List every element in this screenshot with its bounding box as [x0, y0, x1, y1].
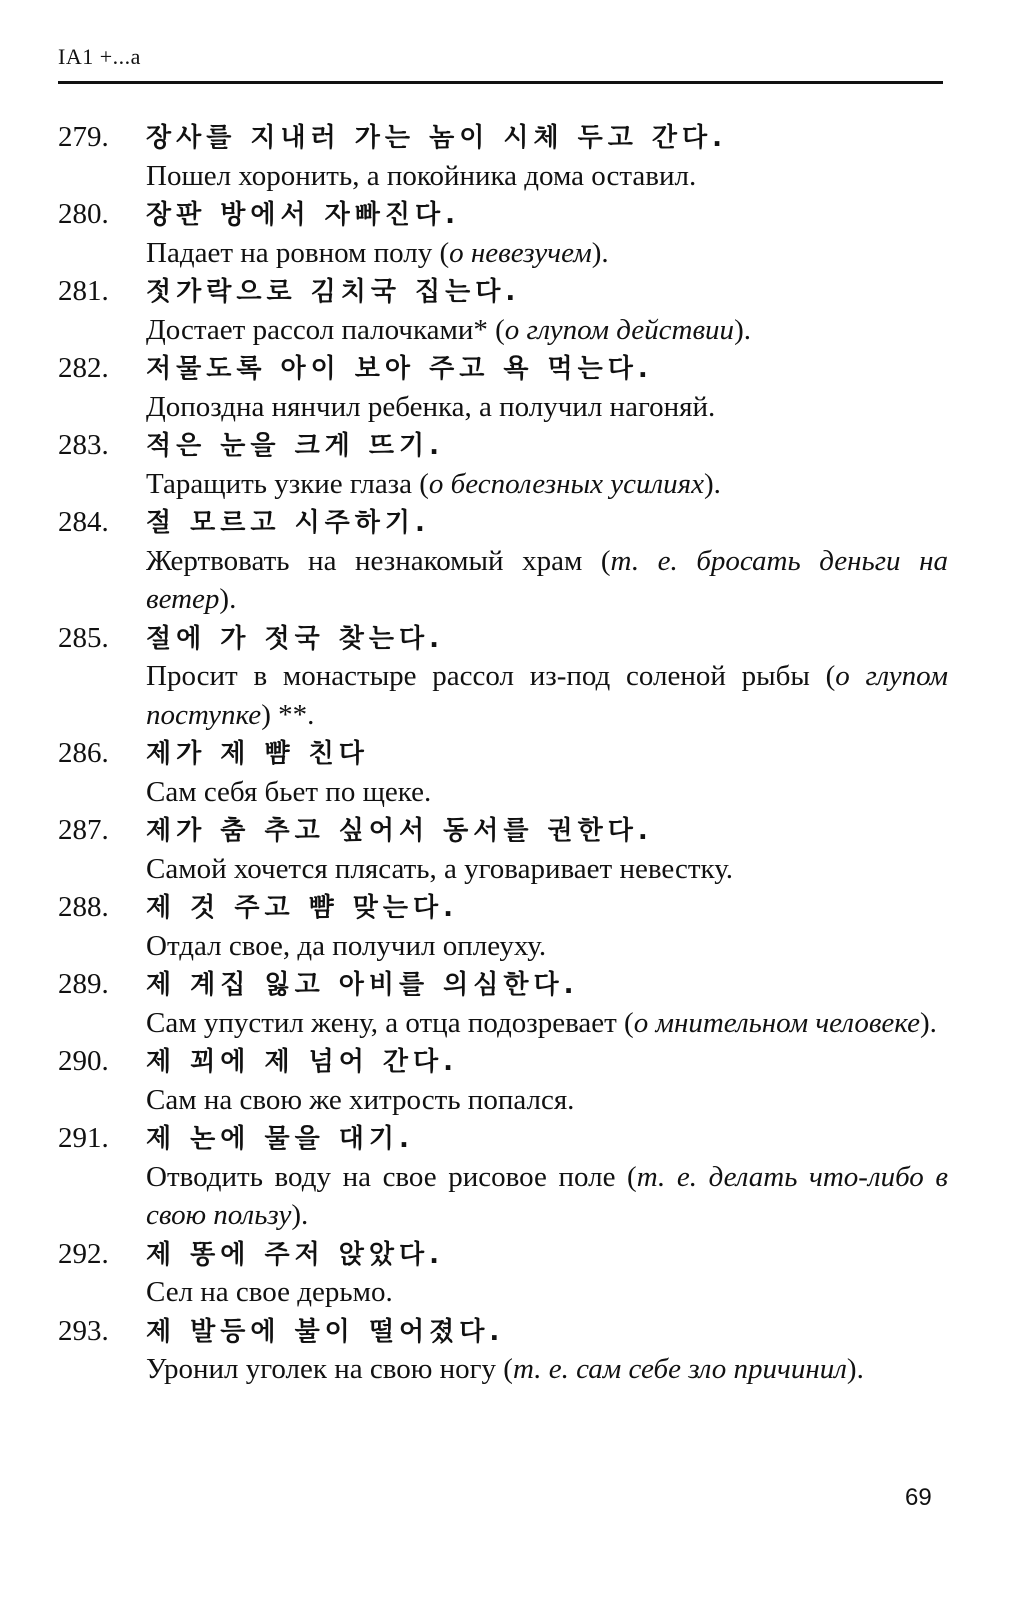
- proverb-heading: [58, 1312, 948, 1351]
- proverb-translation: [58, 157, 948, 196]
- translation-tail: ) **.: [261, 698, 315, 731]
- translation-text: Таращить узкие глаза (: [146, 467, 429, 500]
- proverb-korean: 젓가락으로 김치국 집는다.: [146, 277, 521, 307]
- proverb-korean: 장사를 지내러 가는 놈이 시체 두고 간다.: [146, 123, 728, 153]
- proverb-translation: [58, 850, 948, 889]
- proverb-heading: [58, 426, 948, 465]
- translation-text: Самой хочется плясать, а уговаривает невестку.: [146, 852, 734, 885]
- translation-tail: ).: [703, 467, 721, 500]
- translation-text: Пошел хоронить, а покойника дома оставил.: [146, 159, 697, 192]
- proverb-heading: [58, 619, 948, 658]
- proverb-heading: [58, 734, 948, 773]
- translation-note: о глупом поступке: [146, 660, 949, 731]
- translation-note: о мнительном человеке: [633, 1006, 920, 1039]
- translation-text: Жертвовать на незнакомый храм (: [146, 544, 611, 577]
- proverb-number: 292.: [58, 1237, 109, 1270]
- translation-text: Отдал свое, да получил оплеуху.: [146, 929, 547, 962]
- proverb-entry: [58, 888, 948, 965]
- proverb-translation: [58, 311, 948, 350]
- proverb-number: 285.: [58, 621, 109, 654]
- translation-text: Сам на свою же хитрость попался.: [146, 1083, 575, 1116]
- translation-tail: ).: [920, 1006, 937, 1039]
- proverb-number: 288.: [58, 891, 109, 923]
- translation-tail: ).: [734, 313, 751, 346]
- proverb-translation: [58, 234, 948, 273]
- proverb-number: 289.: [58, 968, 109, 1000]
- proverb-korean: 제 것 주고 뺨 맞는다.: [146, 893, 459, 923]
- proverb-entry: [58, 1042, 948, 1119]
- proverb-translation: [58, 1158, 948, 1235]
- proverb-translation: [58, 1350, 948, 1389]
- proverb-entry: [58, 1235, 948, 1312]
- proverb-heading: [58, 965, 948, 1004]
- proverb-korean: 제 계집 잃고 아비를 의심한다.: [146, 970, 579, 1000]
- proverb-number: 281.: [58, 275, 109, 307]
- translation-tail: ).: [591, 236, 609, 269]
- translation-note: о бесполезных усилиях: [428, 467, 704, 500]
- translation-tail: ).: [219, 583, 237, 615]
- proverb-heading: [58, 1119, 948, 1158]
- proverb-entry: [58, 1312, 948, 1389]
- proverb-korean: 적은 눈을 크게 뜨기.: [146, 431, 444, 461]
- proverb-entry: [58, 1119, 948, 1235]
- translation-text: Допоздна нянчил ребенка, а получил нагоняй.: [146, 390, 716, 423]
- proverb-number: 284.: [58, 506, 109, 538]
- proverb-heading: [58, 811, 948, 850]
- proverb-translation: [58, 465, 948, 504]
- translation-text: Падает на ровном полу (: [146, 236, 450, 269]
- proverb-list: [58, 118, 948, 1389]
- proverb-number: 290.: [58, 1045, 109, 1077]
- proverb-translation: [58, 542, 948, 619]
- proverb-korean: 제 꾀에 제 넘어 간다.: [146, 1047, 459, 1077]
- proverb-heading: [58, 888, 948, 927]
- translation-note: т. е. делать что-либо в свою пользу: [146, 1160, 948, 1231]
- proverb-number: 280.: [58, 198, 109, 230]
- translation-tail: ).: [846, 1353, 864, 1385]
- proverb-translation: [58, 773, 948, 812]
- translation-text: Сам упустил жену, а отца подозревает (: [146, 1006, 634, 1039]
- translation-note: т. е. сам себе зло причинил: [512, 1353, 847, 1385]
- proverb-korean: 제 똥에 주저 앉았다.: [146, 1239, 444, 1270]
- proverb-heading: [58, 349, 948, 388]
- proverb-number: 283.: [58, 429, 109, 461]
- translation-text: Сел на свое дерьмо.: [146, 1276, 393, 1308]
- translation-text: Сам себя бьет по щеке.: [146, 775, 432, 808]
- proverb-heading: [58, 1042, 948, 1081]
- proverb-entry: [58, 734, 948, 811]
- proverb-entry: [58, 272, 948, 349]
- proverb-number: 286.: [58, 737, 109, 769]
- proverb-number: 291.: [58, 1122, 109, 1154]
- proverb-number: 287.: [58, 814, 109, 846]
- proverb-number: 279.: [58, 121, 109, 153]
- proverb-korean: 장판 방에서 자빠진다.: [146, 200, 461, 230]
- page-number: 69: [905, 1484, 932, 1511]
- proverb-korean: 절 모르고 시주하기.: [146, 508, 430, 538]
- proverb-heading: [58, 503, 948, 542]
- proverb-entry: [58, 349, 948, 426]
- proverb-translation: [58, 1004, 948, 1043]
- proverb-entry: [58, 965, 948, 1042]
- proverb-entry: [58, 811, 948, 888]
- translation-note: о невезучем: [449, 236, 592, 269]
- translation-text: Просит в монастыре рассол из-под соленой рыбы (: [146, 660, 836, 692]
- proverb-entry: [58, 118, 948, 195]
- proverb-entry: [58, 619, 948, 735]
- proverb-translation: [58, 657, 948, 734]
- proverb-entry: [58, 426, 948, 503]
- proverb-number: 293.: [58, 1314, 109, 1347]
- proverb-entry: [58, 195, 948, 272]
- proverb-heading: [58, 118, 948, 157]
- proverb-number: 282.: [58, 352, 109, 384]
- proverb-korean: 절에 가 젓국 찾는다.: [146, 623, 444, 654]
- translation-note: о глупом действии: [504, 313, 735, 346]
- proverb-translation: [58, 927, 948, 966]
- header-rule: [58, 81, 943, 84]
- proverb-korean: 제가 제 뺨 친다: [146, 739, 369, 769]
- running-header: IA1 +...a: [58, 44, 141, 69]
- translation-text: Достает рассол палочками* (: [146, 313, 505, 346]
- proverb-heading: [58, 195, 948, 234]
- translation-note: т. е. бросать деньги на ветер: [146, 544, 948, 615]
- proverb-entry: [58, 503, 948, 619]
- proverb-korean: 저물도록 아이 보아 주고 욕 먹는다.: [146, 354, 653, 384]
- translation-tail: ).: [291, 1199, 309, 1231]
- proverb-korean: 제가 춤 추고 싶어서 동서를 권한다.: [146, 816, 653, 846]
- proverb-translation: [58, 1081, 948, 1120]
- proverb-translation: [58, 1273, 948, 1312]
- proverb-heading: [58, 1235, 948, 1274]
- translation-text: Отводить воду на свое рисовое поле (: [146, 1160, 637, 1193]
- proverb-korean: 제 발등에 불이 떨어졌다.: [146, 1316, 505, 1347]
- proverb-heading: [58, 272, 948, 311]
- translation-text: Уронил уголек на свою ногу (: [146, 1353, 513, 1385]
- proverb-translation: [58, 388, 948, 427]
- proverb-korean: 제 논에 물을 대기.: [146, 1124, 414, 1154]
